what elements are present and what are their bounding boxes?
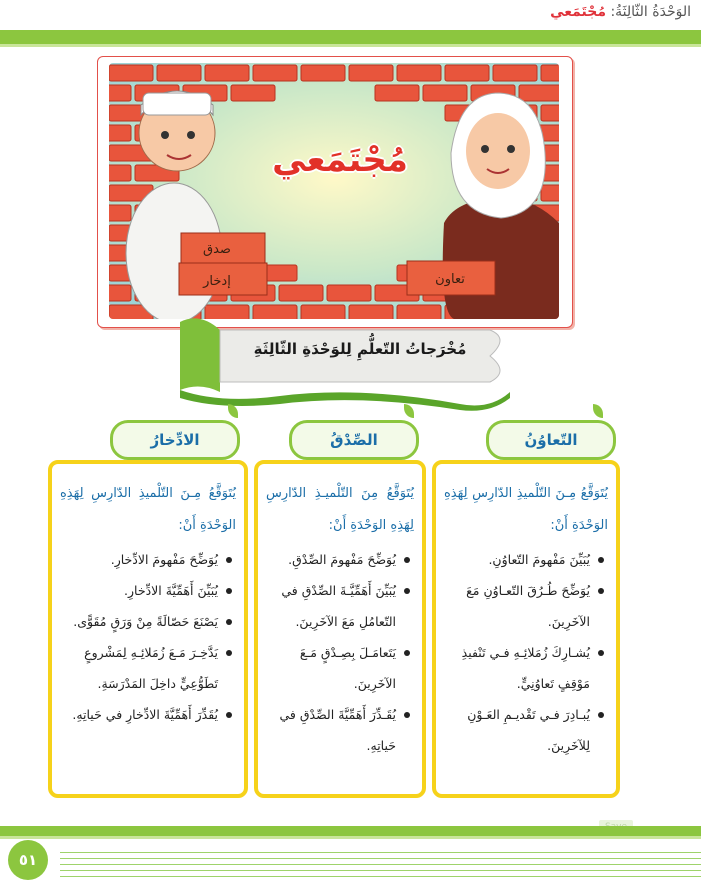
outcomes-box-saving bbox=[48, 460, 248, 798]
brick bbox=[349, 65, 393, 81]
outcome-item: يَدَّخِـرَ مَـعَ زُمَلائِـهِ لِمَشْروعٍ تَطَوُّعِيٍّ داخِلَ المَدْرَسَةِ. bbox=[60, 637, 218, 699]
outcomes-list bbox=[444, 544, 608, 761]
brick bbox=[205, 65, 249, 81]
brick bbox=[541, 185, 559, 201]
outcomes-box-honesty bbox=[254, 460, 426, 798]
footer-stripe bbox=[60, 876, 701, 877]
brick bbox=[541, 65, 559, 81]
brick bbox=[423, 85, 467, 101]
footer-light-bar bbox=[0, 836, 701, 839]
leaf-icon bbox=[593, 404, 603, 418]
column-header-cooperation: التّعاوُنُ bbox=[486, 420, 616, 460]
footer-green-bar bbox=[0, 826, 701, 836]
illustration-title: مُجْتَمَعي bbox=[272, 140, 408, 180]
unit-label-prefix: الوَحْدَةُ الثّالِثَةُ: bbox=[610, 4, 691, 20]
brick bbox=[445, 65, 489, 81]
outcome-item: يُبَيِّنَ مَفْهومَ التّعاوُنِ. bbox=[444, 544, 590, 575]
footer-stripe bbox=[60, 852, 701, 853]
learning-outcomes-title: مُخْرَجاتُ التّعلُّمِ لِلوَحْدَةِ الثّالِثَةِ bbox=[253, 340, 467, 358]
brick bbox=[231, 85, 275, 101]
footer-stripe bbox=[60, 870, 701, 871]
column-header-saving: الادِّخارُ bbox=[110, 420, 240, 460]
outcome-item: يُشـارِكَ زُمَلائِـهِ فـي تَنْفيذِ مَوْقِفٍ تَعاوُنِيٍّ. bbox=[444, 637, 590, 699]
brick bbox=[301, 65, 345, 81]
brick bbox=[253, 65, 297, 81]
brick bbox=[541, 105, 559, 121]
column-header-honesty: الصِّدْقُ bbox=[289, 420, 419, 460]
brick bbox=[109, 205, 131, 221]
brick bbox=[397, 65, 441, 81]
outcome-item: يُقَدِّرَ أَهَمِّيَّةَ الادِّخارِ في حَياتِهِ. bbox=[60, 699, 218, 730]
outcome-item: يَصْنَعَ حَصّالَةً مِنْ وَرَقٍ مُقَوًّى. bbox=[60, 606, 218, 637]
footer-stripe bbox=[60, 858, 701, 859]
outcome-item: يُبَيِّنَ أَهَمِّيَّةَ الادِّخارِ. bbox=[60, 575, 218, 606]
brick bbox=[109, 65, 153, 81]
outcome-item: يُوَضِّحَ مَفْهومَ الادِّخارِ. bbox=[60, 544, 218, 575]
outcomes-list bbox=[266, 544, 414, 761]
brick bbox=[279, 285, 323, 301]
header-light-bar bbox=[0, 44, 701, 47]
brick bbox=[109, 165, 131, 181]
brick bbox=[109, 85, 131, 101]
brick-label-cooperation: تعاون bbox=[435, 272, 465, 287]
ribbon-banner bbox=[160, 312, 530, 412]
brick bbox=[493, 65, 537, 81]
page-header bbox=[0, 0, 701, 30]
brick bbox=[109, 285, 131, 301]
outcomes-intro: يُتَوَقَّعُ مِـنَ التّلْميذِ الدّارِسِ لِهَذِهِ الوَحْدَةِ أَنْ: bbox=[60, 486, 236, 533]
brick bbox=[109, 125, 131, 141]
brick bbox=[327, 285, 371, 301]
outcome-item: يَتَعامَـلَ بِصِـدْقٍ مَـعَ الآخَرِينَ. bbox=[266, 637, 396, 699]
brick bbox=[157, 65, 201, 81]
header-green-bar bbox=[0, 30, 701, 44]
unit-name: مُجْتَمَعي bbox=[550, 4, 606, 20]
brick bbox=[519, 85, 559, 101]
outcome-item: يُوَضِّحَ مَفْهومَ الصِّدْقِ. bbox=[266, 544, 396, 575]
page-number: ٥١ bbox=[8, 840, 48, 880]
outcomes-list bbox=[60, 544, 236, 730]
brick bbox=[375, 85, 419, 101]
footer-stripe bbox=[60, 864, 701, 865]
outcome-item: يُبـادِرَ فـي تَقْديـمِ العَـوْنِ لِلآخَرِينَ. bbox=[444, 699, 590, 761]
outcome-item: يُقَـدِّرَ أَهَمِّيَّةَ الصِّدْقِ في حَياتِهِ. bbox=[266, 699, 396, 761]
outcome-item: يُوَضِّحَ طُـرُقَ التّعـاوُنِ مَعَ الآخَرِينَ. bbox=[444, 575, 590, 637]
brick-label-honesty: صدق bbox=[203, 242, 231, 257]
brick-label-saving: إدخار bbox=[203, 274, 231, 289]
outcomes-intro: يُتَوَقَّعُ مِـنَ التّلْميذِ الدّارِسِ لِهَذِهِ الوَحْدَةِ أَنْ: bbox=[444, 486, 608, 533]
outcomes-box-cooperation bbox=[432, 460, 620, 798]
outcomes-intro: يُتَوَقَّعُ مِنَ التّلْميـذِ الدّارِسِ لِهَذِهِ الوَحْدَةِ أَنْ: bbox=[266, 486, 414, 533]
outcome-item: يُبَيِّنَ أَهَمِّيَّـةَ الصِّدْقِ في التّعامُلِ مَعَ الآخَرِينَ. bbox=[266, 575, 396, 637]
unit-label bbox=[550, 4, 691, 20]
